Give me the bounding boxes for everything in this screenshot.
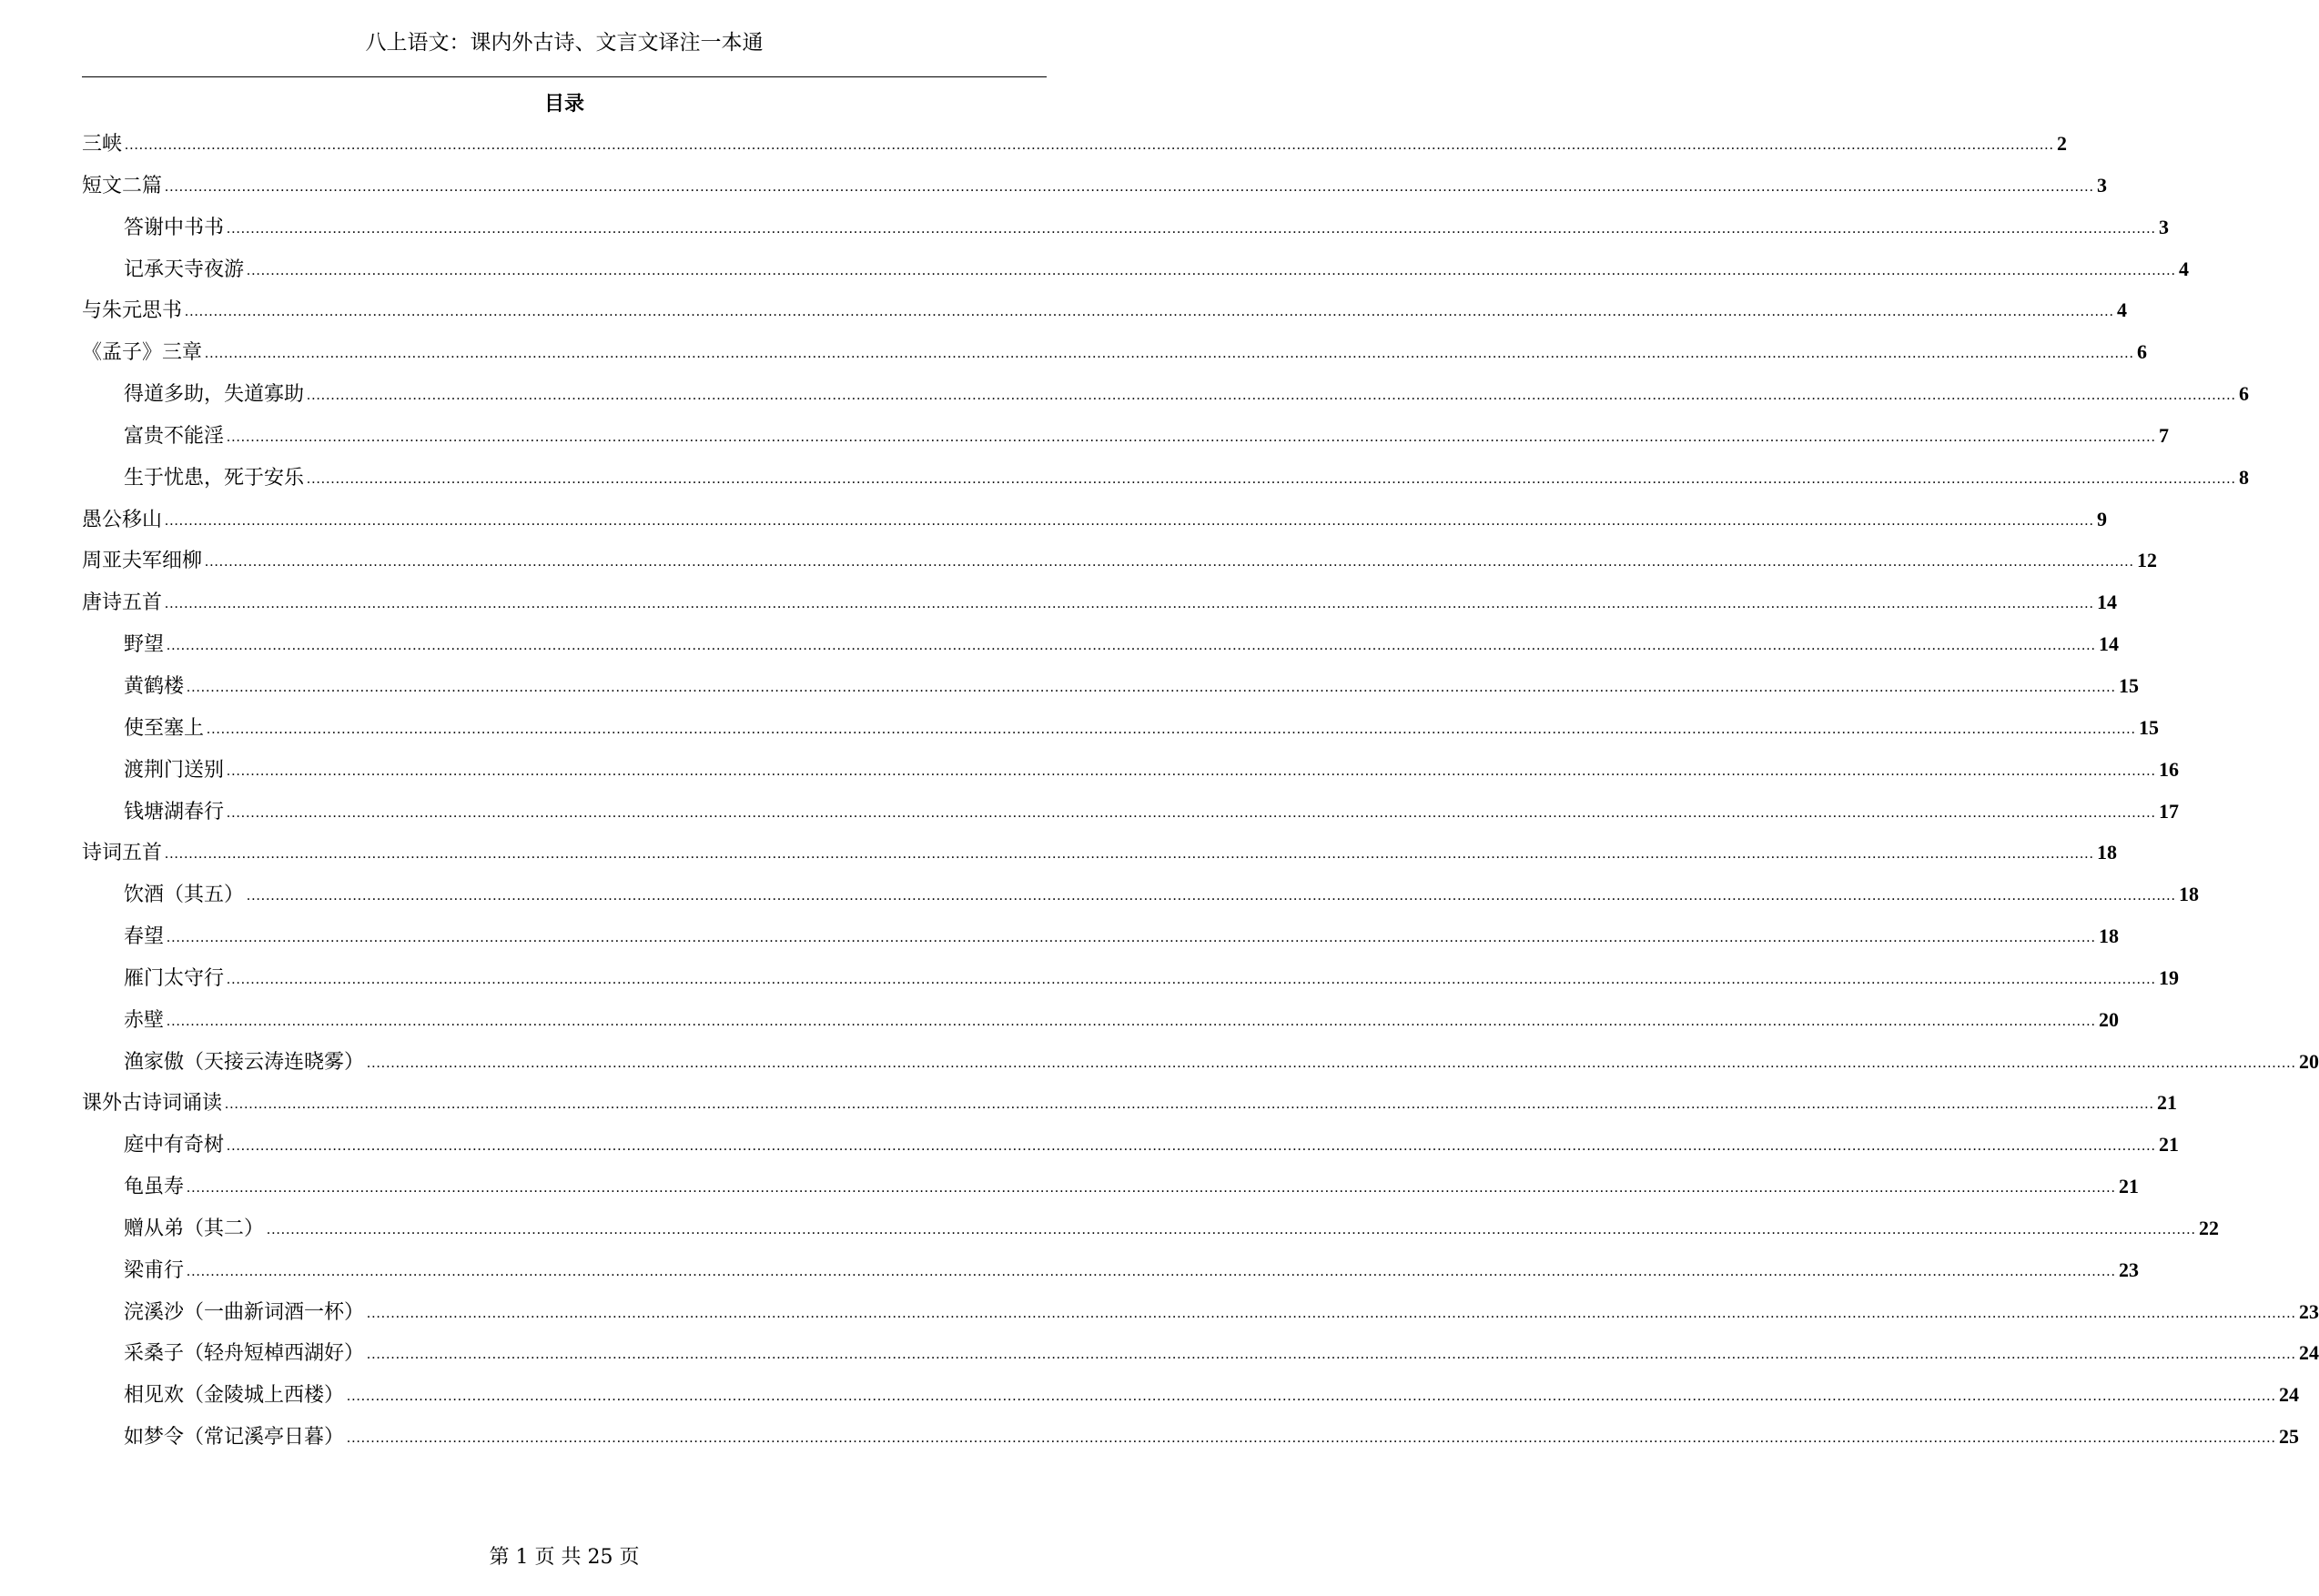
toc-entry-label: 如梦令（常记溪亭日暮） bbox=[124, 1426, 345, 1450]
toc-subentry[interactable] bbox=[82, 881, 2200, 923]
toc-entry-label: 龟虽寿 bbox=[124, 1176, 185, 1199]
header-divider bbox=[82, 76, 1047, 77]
toc-subentry[interactable] bbox=[82, 1257, 2140, 1298]
toc-page-number: 4 bbox=[2117, 298, 2128, 322]
toc-dot-leader: ................................................................................................................................................................................................................................................................................................................................................................................................................ bbox=[347, 1430, 2277, 1447]
toc-dot-leader: ................................................................................................................................................................................................................................................................................................................................................................................................................ bbox=[267, 1221, 2197, 1237]
toc-subentry[interactable] bbox=[82, 422, 2170, 464]
toc-page-number: 16 bbox=[2159, 757, 2180, 781]
toc-subentry[interactable] bbox=[82, 1381, 2300, 1423]
toc-dot-leader: ................................................................................................................................................................................................................................................................................................................................................................................................................ bbox=[187, 1180, 2117, 1197]
toc-subentry[interactable] bbox=[82, 380, 2250, 422]
toc-entry-label: 唐诗五首 bbox=[82, 591, 163, 615]
toc-page-number: 22 bbox=[2199, 1216, 2220, 1239]
toc-entry-label: 相见欢（金陵城上西楼） bbox=[124, 1384, 345, 1408]
toc-page-number: 23 bbox=[2119, 1258, 2140, 1281]
toc-page-number: 18 bbox=[2097, 841, 2118, 864]
toc-entry[interactable] bbox=[82, 172, 2108, 214]
toc-dot-leader: ................................................................................................................................................................................................................................................................................................................................................................................................................ bbox=[307, 388, 2237, 404]
toc-subentry[interactable] bbox=[82, 1298, 2319, 1340]
toc-page-number: 9 bbox=[2097, 507, 2108, 530]
toc-subentry[interactable] bbox=[82, 1048, 2319, 1090]
table-of-contents bbox=[82, 130, 2319, 1465]
toc-entry[interactable] bbox=[82, 839, 2118, 881]
toc-entry-label: 钱塘湖春行 bbox=[124, 800, 225, 823]
toc-entry-label: 周亚夫军细柳 bbox=[82, 550, 203, 573]
toc-subentry[interactable] bbox=[82, 672, 2140, 714]
toc-dot-leader: ................................................................................................................................................................................................................................................................................................................................................................................................................ bbox=[367, 1347, 2297, 1363]
toc-dot-leader: ................................................................................................................................................................................................................................................................................................................................................................................................................ bbox=[165, 596, 2095, 612]
toc-dot-leader: ................................................................................................................................................................................................................................................................................................................................................................................................................ bbox=[167, 638, 2097, 654]
toc-page-number: 15 bbox=[2139, 715, 2160, 739]
toc-dot-leader: ................................................................................................................................................................................................................................................................................................................................................................................................................ bbox=[247, 888, 2177, 904]
toc-page-number: 8 bbox=[2239, 465, 2250, 489]
toc-page-number: 21 bbox=[2159, 1133, 2180, 1157]
page-footer: 第 1 页 共 25 页 bbox=[489, 1546, 640, 1569]
toc-dot-leader: ................................................................................................................................................................................................................................................................................................................................................................................................................ bbox=[227, 763, 2157, 779]
toc-page-number: 2 bbox=[2057, 132, 2068, 155]
toc-page-number: 3 bbox=[2097, 173, 2108, 197]
toc-dot-leader: ................................................................................................................................................................................................................................................................................................................................................................................................................ bbox=[187, 679, 2117, 695]
toc-dot-leader: ................................................................................................................................................................................................................................................................................................................................................................................................................ bbox=[185, 304, 2115, 320]
toc-dot-leader: ................................................................................................................................................................................................................................................................................................................................................................................................................ bbox=[167, 930, 2097, 946]
toc-entry-label: 梁甫行 bbox=[124, 1258, 185, 1282]
toc-entry-label: 雁门太守行 bbox=[124, 966, 225, 990]
toc-entry-label: 渡荆门送别 bbox=[124, 758, 225, 782]
toc-subentry[interactable] bbox=[82, 631, 2120, 672]
document-header: 八上语文：课内外古诗、文言文译注一本通 bbox=[365, 31, 764, 55]
toc-dot-leader: ................................................................................................................................................................................................................................................................................................................................................................................................................ bbox=[207, 721, 2137, 737]
toc-subentry[interactable] bbox=[82, 756, 2180, 798]
toc-entry-label: 渔家傲（天接云涛连晓雾） bbox=[124, 1050, 365, 1074]
toc-subentry[interactable] bbox=[82, 1423, 2300, 1465]
toc-dot-leader: ................................................................................................................................................................................................................................................................................................................................................................................................................ bbox=[165, 512, 2095, 529]
toc-page-number: 23 bbox=[2299, 1299, 2319, 1323]
toc-entry-label: 黄鹤楼 bbox=[124, 674, 185, 698]
toc-dot-leader: ................................................................................................................................................................................................................................................................................................................................................................................................................ bbox=[227, 1138, 2157, 1155]
toc-page-number: 12 bbox=[2137, 549, 2158, 572]
toc-entry-label: 记承天寺夜游 bbox=[124, 258, 245, 281]
toc-entry-label: 赤壁 bbox=[124, 1008, 165, 1032]
toc-dot-leader: ................................................................................................................................................................................................................................................................................................................................................................................................................ bbox=[367, 1305, 2297, 1321]
toc-dot-leader: ................................................................................................................................................................................................................................................................................................................................................................................................................ bbox=[227, 429, 2157, 445]
toc-page-number: 17 bbox=[2159, 799, 2180, 823]
toc-page-number: 4 bbox=[2179, 257, 2190, 280]
toc-entry[interactable] bbox=[82, 130, 2068, 172]
toc-dot-leader: ................................................................................................................................................................................................................................................................................................................................................................................................................ bbox=[307, 470, 2237, 487]
toc-page-number: 19 bbox=[2159, 965, 2180, 989]
toc-entry[interactable] bbox=[82, 297, 2128, 338]
toc-subentry[interactable] bbox=[82, 1173, 2140, 1215]
toc-entry-label: 得道多助，失道寡助 bbox=[124, 383, 305, 407]
toc-dot-leader: ................................................................................................................................................................................................................................................................................................................................................................................................................ bbox=[167, 1013, 2097, 1029]
toc-page-number: 18 bbox=[2179, 883, 2200, 906]
toc-subentry[interactable] bbox=[82, 256, 2190, 298]
toc-page-number: 7 bbox=[2159, 423, 2170, 447]
toc-entry-label: 愚公移山 bbox=[82, 508, 163, 531]
toc-page-number: 18 bbox=[2099, 924, 2120, 948]
toc-subentry[interactable] bbox=[82, 798, 2180, 840]
toc-dot-leader: ................................................................................................................................................................................................................................................................................................................................................................................................................ bbox=[205, 346, 2135, 362]
toc-subentry[interactable] bbox=[82, 1131, 2180, 1173]
toc-entry-label: 三峡 bbox=[82, 133, 123, 156]
toc-entry[interactable] bbox=[82, 506, 2108, 548]
toc-dot-leader: ................................................................................................................................................................................................................................................................................................................................................................................................................ bbox=[165, 178, 2095, 195]
toc-subentry[interactable] bbox=[82, 714, 2160, 756]
toc-subentry[interactable] bbox=[82, 214, 2170, 256]
toc-page-number: 14 bbox=[2099, 632, 2120, 656]
toc-dot-leader: ................................................................................................................................................................................................................................................................................................................................................................................................................ bbox=[347, 1389, 2277, 1405]
toc-entry-label: 生于忧患，死于安乐 bbox=[124, 466, 305, 490]
toc-entry-label: 课外古诗词诵读 bbox=[82, 1092, 223, 1116]
toc-subentry[interactable] bbox=[82, 1006, 2120, 1048]
toc-entry-label: 饮酒（其五） bbox=[124, 884, 245, 907]
toc-page-number: 15 bbox=[2119, 673, 2140, 697]
toc-entry[interactable] bbox=[82, 589, 2118, 631]
toc-page-number: 20 bbox=[2299, 1049, 2319, 1073]
toc-subentry[interactable] bbox=[82, 464, 2250, 506]
toc-entry-label: 赠从弟（其二） bbox=[124, 1217, 265, 1240]
toc-entry[interactable] bbox=[82, 338, 2148, 380]
toc-entry-label: 诗词五首 bbox=[82, 842, 163, 865]
toc-subentry[interactable] bbox=[82, 1215, 2220, 1257]
toc-subentry[interactable] bbox=[82, 923, 2120, 965]
toc-page-number: 25 bbox=[2279, 1425, 2300, 1449]
toc-entry-label: 富贵不能淫 bbox=[124, 424, 225, 448]
toc-dot-leader: ................................................................................................................................................................................................................................................................................................................................................................................................................ bbox=[227, 804, 2157, 821]
toc-entry-label: 短文二篇 bbox=[82, 174, 163, 197]
toc-entry-label: 采桑子（轻舟短棹西湖好） bbox=[124, 1342, 365, 1366]
toc-entry-label: 与朱元思书 bbox=[82, 299, 183, 323]
toc-entry-label: 野望 bbox=[124, 633, 165, 657]
toc-page-number: 24 bbox=[2279, 1383, 2300, 1407]
toc-dot-leader: ................................................................................................................................................................................................................................................................................................................................................................................................................ bbox=[125, 137, 2055, 153]
toc-dot-leader: ................................................................................................................................................................................................................................................................................................................................................................................................................ bbox=[165, 846, 2095, 863]
toc-page-number: 14 bbox=[2097, 591, 2118, 614]
toc-page-number: 20 bbox=[2099, 1007, 2120, 1031]
toc-title: 目录 bbox=[543, 92, 584, 116]
toc-page-number: 3 bbox=[2159, 215, 2170, 238]
toc-entry-label: 《孟子》三章 bbox=[82, 341, 203, 365]
toc-subentry[interactable] bbox=[82, 965, 2180, 1006]
toc-page-number: 24 bbox=[2299, 1341, 2319, 1365]
toc-entry-label: 庭中有奇树 bbox=[124, 1134, 225, 1157]
toc-entry-label: 浣溪沙（一曲新词酒一杯） bbox=[124, 1300, 365, 1324]
toc-dot-leader: ................................................................................................................................................................................................................................................................................................................................................................................................................ bbox=[227, 971, 2157, 987]
toc-entry-label: 答谢中书书 bbox=[124, 216, 225, 239]
toc-entry[interactable] bbox=[82, 1089, 2178, 1131]
toc-entry-label: 使至塞上 bbox=[124, 716, 205, 740]
toc-dot-leader: ................................................................................................................................................................................................................................................................................................................................................................................................................ bbox=[205, 554, 2135, 571]
toc-dot-leader: ................................................................................................................................................................................................................................................................................................................................................................................................................ bbox=[225, 1096, 2155, 1113]
toc-page-number: 6 bbox=[2239, 382, 2250, 406]
toc-dot-leader: ................................................................................................................................................................................................................................................................................................................................................................................................................ bbox=[247, 262, 2177, 278]
toc-subentry[interactable] bbox=[82, 1339, 2319, 1381]
toc-dot-leader: ................................................................................................................................................................................................................................................................................................................................................................................................................ bbox=[187, 1263, 2117, 1279]
toc-page-number: 21 bbox=[2119, 1175, 2140, 1198]
toc-entry[interactable] bbox=[82, 547, 2158, 589]
toc-page-number: 6 bbox=[2137, 340, 2148, 364]
toc-dot-leader: ................................................................................................................................................................................................................................................................................................................................................................................................................ bbox=[367, 1055, 2297, 1071]
toc-page-number: 21 bbox=[2157, 1091, 2178, 1115]
toc-entry-label: 春望 bbox=[124, 925, 165, 949]
toc-dot-leader: ................................................................................................................................................................................................................................................................................................................................................................................................................ bbox=[227, 220, 2157, 237]
